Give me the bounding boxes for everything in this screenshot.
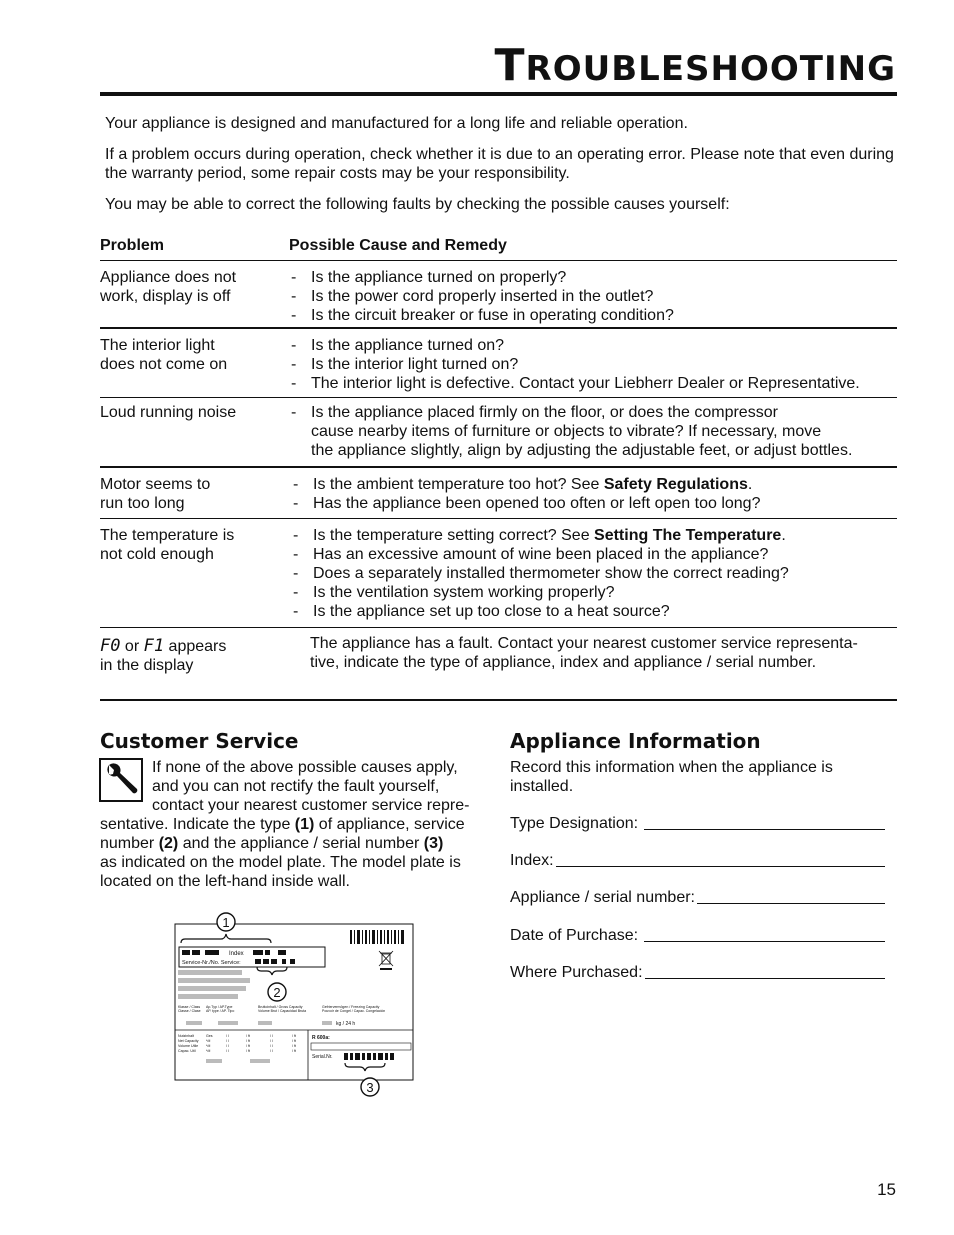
svg-text:Klasse / Class: Klasse / Class bbox=[178, 1005, 201, 1009]
svg-text:AP. type / AP. Tipo: AP. type / AP. Tipo bbox=[206, 1009, 235, 1013]
svg-text:/ ft: / ft bbox=[292, 1049, 296, 1053]
wrench-icon bbox=[99, 758, 143, 802]
svg-text:/ ft: / ft bbox=[246, 1034, 250, 1038]
page-title: TROUBLESHOOTING bbox=[494, 40, 896, 91]
plate-r600-label: R 600a: bbox=[312, 1035, 330, 1041]
plate-index-label: Index bbox=[229, 951, 244, 957]
table-row-problem: The interior light does not come on bbox=[100, 337, 228, 373]
remedy-header: Possible Cause and Remedy bbox=[289, 237, 507, 254]
svg-text:/ ft: / ft bbox=[246, 1044, 250, 1048]
index-field[interactable]: Index: bbox=[510, 852, 885, 870]
svg-text:/ l: / l bbox=[226, 1034, 229, 1038]
svg-text:/ l: / l bbox=[270, 1044, 273, 1048]
svg-text:/ ft: / ft bbox=[246, 1039, 250, 1043]
customer-service-heading: Customer Service bbox=[100, 729, 299, 753]
table-rule bbox=[100, 627, 897, 628]
svg-text:/ l: / l bbox=[226, 1049, 229, 1053]
table-rule bbox=[100, 518, 897, 519]
intro bbox=[105, 114, 895, 214]
svg-text:Ap.Typ / AP.Type: Ap.Typ / AP.Type bbox=[206, 1005, 233, 1009]
table-row-remedy: - Is the appliance turned on properly? - Is the power cord properly inserted in the outlet? - Is the circuit breaker or fuse in operating condition? bbox=[289, 268, 674, 325]
svg-text:Ges: Ges bbox=[206, 1034, 213, 1038]
intro-paragraph: Your appliance is designed and manufactured for a long life and reliable operation. bbox=[105, 115, 688, 132]
table-row-problem: Motor seems to run too long bbox=[100, 476, 211, 512]
table-rule bbox=[100, 466, 897, 468]
appliance-info-heading: Appliance Information bbox=[510, 729, 761, 753]
svg-text:*/#: */# bbox=[206, 1044, 211, 1048]
plate-service-label: Service-Nr./No. Service: bbox=[182, 960, 241, 966]
svg-text:Classe / Clase: Classe / Clase bbox=[178, 1009, 201, 1013]
where-purchased-field[interactable]: Where Purchased: bbox=[510, 964, 885, 982]
intro-paragraph: You may be able to correct the following faults by checking the possible causes yourself: bbox=[105, 196, 730, 213]
svg-text:Net Capacity: Net Capacity bbox=[178, 1039, 199, 1043]
svg-text:/ ft: / ft bbox=[246, 1049, 250, 1053]
title-rule bbox=[100, 92, 897, 96]
svg-text:Volume Utile: Volume Utile bbox=[178, 1044, 199, 1048]
table-rule bbox=[100, 397, 897, 398]
appliance-info-intro: Record this information when the appliance is installed. bbox=[510, 759, 833, 795]
intro-paragraph: If a problem occurs during operation, check whether it is due to an operating error. Please note that even during the warranty period, some repair costs may be your responsibility. bbox=[105, 146, 894, 182]
type-designation-field[interactable]: Type Designation: bbox=[510, 815, 885, 833]
problem-header: Problem bbox=[100, 237, 165, 254]
serial-number-field[interactable]: Appliance / serial number: bbox=[510, 889, 885, 907]
svg-text:/ l: / l bbox=[270, 1034, 273, 1038]
svg-text:*/#: */# bbox=[206, 1039, 211, 1043]
table-row-remedy: - Is the appliance placed firmly on the floor, or does the compressor cause nearby items of furniture or objects to vibrate? If necessary, move the appliance slightly, align by adjusting the adjustable feet, or adjust bottles. bbox=[289, 403, 852, 460]
svg-text:Volume Brut / Capacidad Bruta: Volume Brut / Capacidad Bruta bbox=[258, 1009, 307, 1013]
table-row-problem: Appliance does not work, display is off bbox=[100, 269, 237, 305]
table-rule bbox=[100, 260, 897, 261]
callout-3: 3 bbox=[366, 1080, 374, 1095]
table-row-problem: The temperature is not cold enough bbox=[100, 527, 235, 563]
plate-serial-label: Serial.Nr. bbox=[312, 1054, 333, 1060]
table-row-remedy: - Is the appliance turned on? - Is the interior light turned on? - The interior light is defective. Contact your Liebherr Dealer or Representative. bbox=[289, 336, 860, 393]
table-row-problem: Loud running noise bbox=[100, 404, 237, 421]
svg-text:/ l: / l bbox=[226, 1039, 229, 1043]
table-row-remedy: - Is the temperature setting correct? See Setting The Temperature. - Has an excessive amount of wine been placed in the appliance? - Does a separately installed thermometer show the correct reading? - Is the ventilation system working properly? - Is the appliance set up too close to a heat source? bbox=[291, 526, 789, 621]
svg-text:/ l: / l bbox=[270, 1049, 273, 1053]
table-rule bbox=[100, 327, 897, 329]
table-row-remedy: The appliance has a fault. Contact your nearest customer service representa- tive, indicate the type of appliance, index and appliance / serial number. bbox=[310, 635, 858, 671]
table-rule bbox=[100, 699, 897, 701]
table-row-problem: F0 or F1 appears in the display bbox=[100, 636, 227, 674]
svg-text:/ l: / l bbox=[270, 1039, 273, 1043]
callout-2: 2 bbox=[273, 985, 281, 1000]
svg-text:Nutzinhalt: Nutzinhalt bbox=[178, 1034, 194, 1038]
svg-text:/ ft: / ft bbox=[292, 1044, 296, 1048]
page-number: 15 bbox=[877, 1180, 896, 1199]
table-row-remedy: - Is the ambient temperature too hot? See Safety Regulations. - Has the appliance been opened too often or left open too long? bbox=[291, 475, 760, 513]
svg-text:Gefriervermögen / Freezing Cap: Gefriervermögen / Freezing Capacity bbox=[322, 1005, 380, 1009]
model-plate-illustration bbox=[170, 906, 420, 1098]
date-of-purchase-field[interactable]: Date of Purchase: bbox=[510, 927, 885, 945]
plate-kg-label: kg / 24 h bbox=[336, 1021, 356, 1027]
svg-text:Pouvoir de Congel / Capac. Con: Pouvoir de Congel / Capac. Congelación bbox=[322, 1009, 386, 1013]
svg-text:Bruttoinhalt / Gross Capacity: Bruttoinhalt / Gross Capacity bbox=[258, 1005, 303, 1009]
customer-service-text: If none of the above possible causes apply, and you can not rectify the fault yourself, contact your nearest customer service repre- bbox=[152, 759, 470, 814]
svg-text:Capac. Util: Capac. Util bbox=[178, 1049, 196, 1053]
callout-1: 1 bbox=[222, 915, 230, 930]
svg-text:/ ft: / ft bbox=[292, 1034, 296, 1038]
svg-text:/ l: / l bbox=[226, 1044, 229, 1048]
customer-service-text: sentative. Indicate the type (1) of appliance, service number (2) and the appliance / serial number (3) as indicated on the model plate. The model plate is located on the left-hand inside wall. bbox=[100, 816, 465, 890]
svg-text:*/#: */# bbox=[206, 1049, 211, 1053]
svg-text:/ ft: / ft bbox=[292, 1039, 296, 1043]
